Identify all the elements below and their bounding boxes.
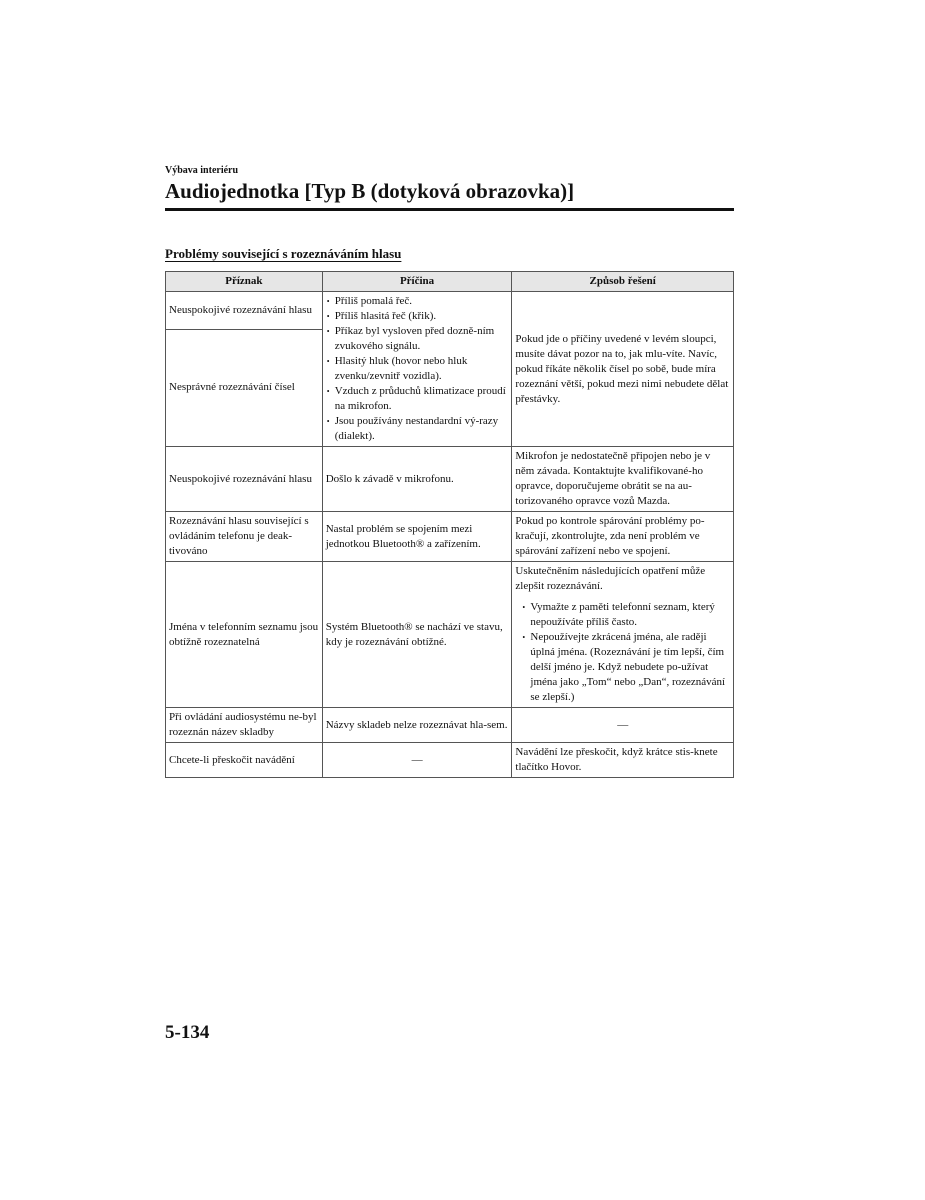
solution-cell: Mikrofon je nedostatečně připojen nebo je v něm závada. Kontaktujte kvalifikované-ho opravce, doporučujeme obrátit se na au-torizovaného opravce vozů Mazda. bbox=[512, 447, 734, 512]
section-label: Výbava interiéru bbox=[165, 165, 239, 176]
solution-cell: Pokud po kontrole spárování problémy po-kračují, zkontrolujte, zda není problém ve spárování zařízení nebo ve spojení. bbox=[512, 512, 734, 562]
symptom-cell: Neuspokojivé rozeznávání hlasu bbox=[166, 292, 323, 330]
column-header-solution: Způsob řešení bbox=[512, 272, 734, 292]
cause-cell bbox=[322, 292, 512, 447]
page-number: 5-134 bbox=[165, 1022, 210, 1043]
column-header-cause: Příčina bbox=[322, 272, 512, 292]
cause-cell: Došlo k závadě v mikrofonu. bbox=[322, 447, 512, 512]
solution-cell bbox=[512, 562, 734, 708]
list-item: • Vymažte z paměti telefonní seznam, který nepoužíváte příliš často. bbox=[521, 600, 730, 630]
solution-cell: Navádění lze přeskočit, když krátce stis-knete tlačítko Hovor. bbox=[512, 743, 734, 778]
list-item: • Příkaz byl vysloven před dozně-ním zvukového signálu. bbox=[326, 324, 509, 354]
table-row bbox=[166, 562, 734, 708]
solution-cell: Pokud jde o příčiny uvedené v levém sloupci, musíte dávat pozor na to, jak mlu-víte. Navíc, pokud říkáte několik čísel po sobě, bude míra rozeznání větší, pokud mezi nimi nebudete dělat přestávky. bbox=[512, 292, 734, 447]
list-item: • Nepoužívejte zkrácená jména, ale raději úplná jména. (Rozeznávání je tím lepší, čím delší jméno je. Když nebudete po-užívat jména jako „Tom“ nebo „Dan“, rozeznávání se zlepší.) bbox=[521, 630, 730, 705]
table-heading: Problémy související s rozeznáváním hlasu bbox=[165, 246, 402, 261]
title-divider bbox=[165, 208, 734, 211]
table-row bbox=[166, 512, 734, 562]
symptom-cell: Neuspokojivé rozeznávání hlasu bbox=[166, 447, 323, 512]
cause-cell: Názvy skladeb nelze rozeznávat hla-sem. bbox=[322, 708, 512, 743]
list-item: • Hlasitý hluk (hovor nebo hluk zvenku/zevnitř vozidla). bbox=[326, 354, 509, 384]
cause-cell: — bbox=[322, 743, 512, 778]
table-row bbox=[166, 447, 734, 512]
cause-list bbox=[326, 294, 509, 444]
table-row bbox=[166, 743, 734, 778]
cause-cell: Nastal problém se spojením mezi jednotkou Bluetooth® a zařízením. bbox=[322, 512, 512, 562]
symptom-cell: Při ovládání audiosystému ne-byl rozeznán název skladby bbox=[166, 708, 323, 743]
list-item: • Příliš hlasitá řeč (křik). bbox=[326, 309, 509, 324]
solution-cell: — bbox=[512, 708, 734, 743]
table-row bbox=[166, 292, 734, 330]
table-header-row bbox=[166, 272, 734, 292]
list-item: • Jsou používány nestandardní vý-razy (dialekt). bbox=[326, 414, 509, 444]
solution-list bbox=[515, 600, 730, 705]
list-item: • Příliš pomalá řeč. bbox=[326, 294, 509, 309]
troubleshooting-table bbox=[165, 271, 734, 778]
column-header-symptom: Příznak bbox=[166, 272, 323, 292]
cause-cell: Systém Bluetooth® se nachází ve stavu, kdy je rozeznávání obtížné. bbox=[322, 562, 512, 708]
table-row bbox=[166, 708, 734, 743]
symptom-cell: Rozeznávání hlasu související s ovládáním telefonu je deak-tivováno bbox=[166, 512, 323, 562]
symptom-cell: Jména v telefonním seznamu jsou obtížně rozeznatelná bbox=[166, 562, 323, 708]
page-title: Audiojednotka [Typ B (dotyková obrazovka)] bbox=[165, 179, 575, 203]
solution-intro: Uskutečněním následujících opatření může zlepšit rozeznávání. bbox=[515, 565, 706, 592]
symptom-cell: Chcete-li přeskočit navádění bbox=[166, 743, 323, 778]
list-item: • Vzduch z průduchů klimatizace proudí na mikrofon. bbox=[326, 384, 509, 414]
symptom-cell: Nesprávné rozeznávání čísel bbox=[166, 329, 323, 446]
